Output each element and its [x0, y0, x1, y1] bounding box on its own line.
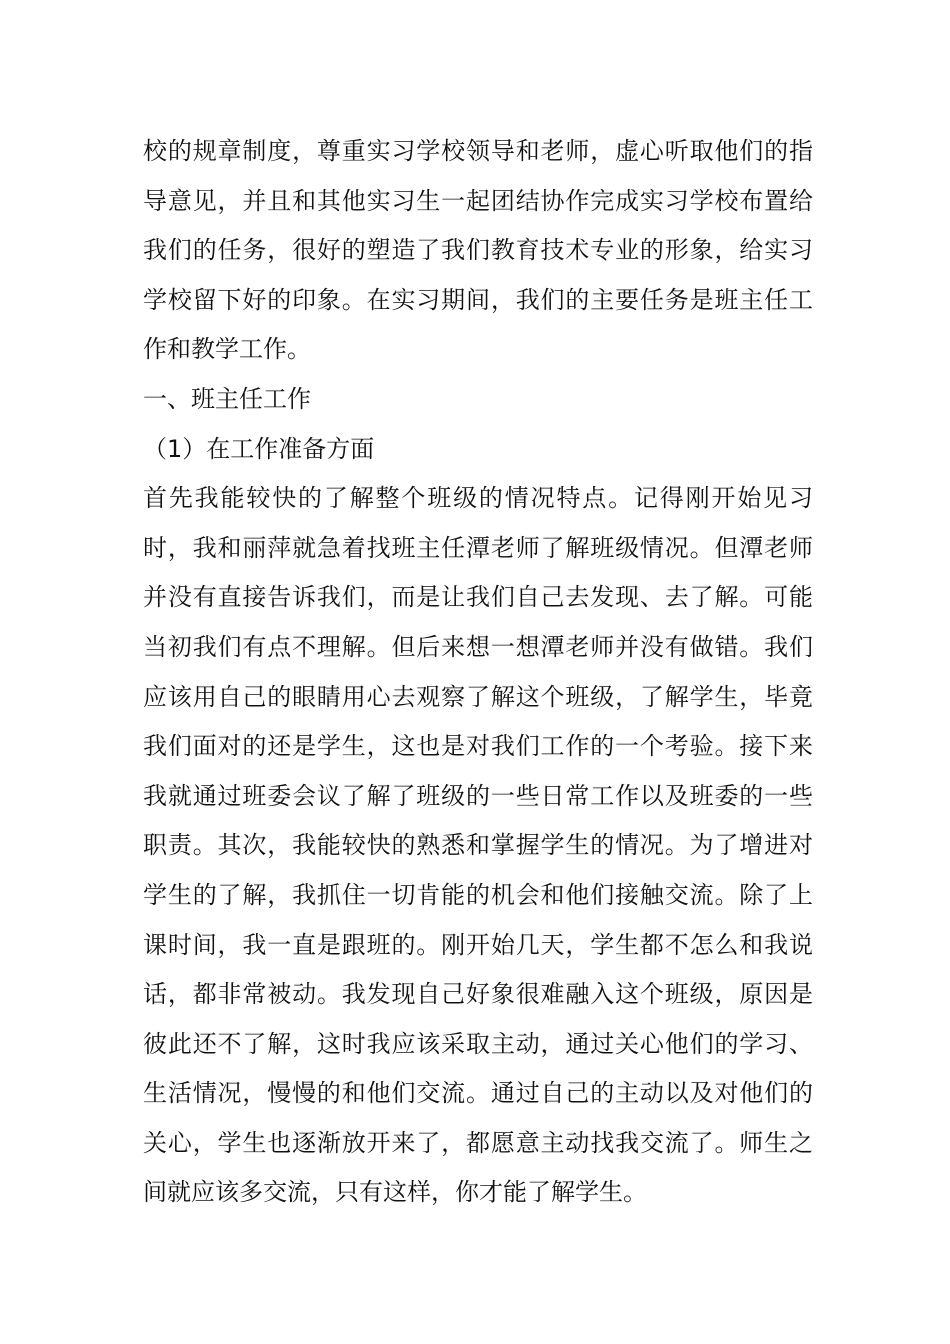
body-paragraph: 首先我能较快的了解整个班级的情况特点。记得刚开始见习时，我和丽萍就急着找班主任潭老师了解班级情况。但潭老师并没有直接告诉我们，而是让我们自己去发现、去了解。可能当初我们有点不理解。但后来想一想潭老师并没有做错。我们应该用自己的眼睛用心去观察了解这个班级，了解学生，毕竟我们面对的还是学生，这也是对我们工作的一个考验。接下来我就通过班委会议了解了班级的一些日常工作以及班委的一些职责。其次，我能较快的熟悉和掌握学生的情况。为了增进对学生的了解，我抓住一切肯能的机会和他们接触交流。除了上课时间，我一直是跟班的。刚开始几天，学生都不怎么和我说话，都非常被动。我发现自己好象很难融入这个班级，原因是彼此还不了解，这时我应该采取主动，通过关心他们的学习、生活情况，慢慢的和他们交流。通过自己的主动以及对他们的关心，学生也逐渐放开来了，都愿意主动找我交流了。师生之间就应该多交流，只有这样，你才能了解学生。 — [143, 484, 813, 1207]
document-body — [143, 127, 813, 1218]
intro-paragraph: 校的规章制度，尊重实习学校领导和老师，虚心听取他们的指导意见，并且和其他实习生一起团结协作完成实习学校布置给我们的任务，很好的塑造了我们教育技术专业的形象，给实习学校留下好的印象。在实习期间，我们的主要任务是班主任工作和教学工作。 — [143, 137, 813, 364]
subsection-heading: （1）在工作准备方面 — [143, 434, 375, 463]
section-heading: 一、班主任工作 — [143, 384, 311, 413]
